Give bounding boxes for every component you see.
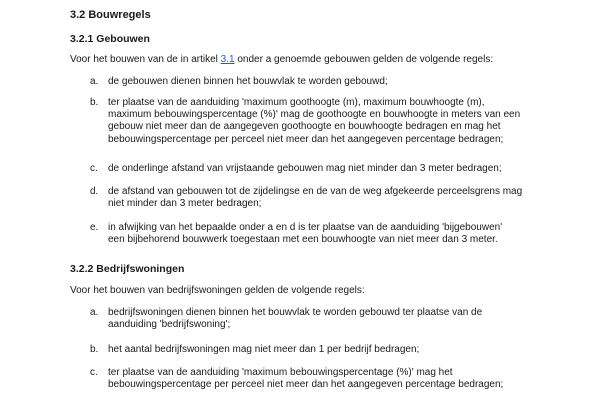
list-item-line: bebouwingspercentage per perceel niet meer dan het aangegeven percentage bedragen; xyxy=(108,379,504,391)
intro-gebouwen-after: onder a genoemde gebouwen gelden de volgende regels: xyxy=(234,54,494,65)
list-item-text xyxy=(108,163,543,175)
list-item-line: bedrijfswoningen dienen binnen het bouwvlak te worden gebouwd ter plaatse van de xyxy=(108,307,483,318)
list-item-line: de afstand van gebouwen tot de zijdelingse en de van de weg afgekeerde perceelsgrens mag xyxy=(108,186,523,197)
list-item-letter: b. xyxy=(90,344,99,355)
list-item-letter: a. xyxy=(90,307,99,318)
subsection-heading-gebouwen: 3.2.1 Gebouwen xyxy=(70,33,150,45)
list-item-line: het aantal bedrijfswoningen mag niet meer dan 1 per bedrijf bedragen; xyxy=(108,344,420,355)
list-item-line: gebouw niet meer dan de aangegeven goothoogte en bouwhoogte bedragen en mag het xyxy=(108,121,501,133)
list-item-line: een bijbehorend bouwwerk toegestaan met een bouwhoogte van niet meer dan 3 meter. xyxy=(108,234,498,246)
list-item-text xyxy=(108,186,543,210)
list-item-letter: c. xyxy=(90,367,98,378)
list-item-line: ter plaatse van de aanduiding 'maximum bebouwingspercentage (%)' mag het xyxy=(108,367,453,378)
list-item-letter: a. xyxy=(90,76,99,87)
list-item-letter: d. xyxy=(90,186,99,197)
list-item-text xyxy=(108,307,543,331)
list-item-line: de gebouwen dienen binnen het bouwvlak te worden gebouwd; xyxy=(108,76,388,87)
intro-bedrijfswoningen: Voor het bouwen van bedrijfswoningen gelden de volgende regels: xyxy=(70,285,365,296)
list-item-line: in afwijking van het bepaalde onder a en d is ter plaatse van de aanduiding 'bijgebouwen' xyxy=(108,222,503,233)
list-item-text xyxy=(108,344,543,356)
list-item-line: de onderlinge afstand van vrijstaande gebouwen mag niet minder dan 3 meter bedragen; xyxy=(108,163,502,174)
list-item-line: ter plaatse van de aanduiding 'maximum goothoogte (m), maximum bouwhoogte (m), xyxy=(108,97,485,108)
intro-gebouwen-before: Voor het bouwen van de in artikel xyxy=(70,54,221,65)
article-reference-link[interactable]: 3.1 xyxy=(220,54,235,65)
list-item-letter: e. xyxy=(90,222,99,233)
list-item-text xyxy=(108,97,543,146)
list-item-line: bebouwingspercentage per perceel niet meer dan het aangegeven percentage bedragen; xyxy=(108,133,504,145)
list-item-text xyxy=(108,76,543,88)
list-item-line: niet minder dan 3 meter bedragen; xyxy=(108,198,262,210)
list-item-text xyxy=(108,367,543,391)
intro-gebouwen xyxy=(70,54,493,66)
section-heading: 3.2 Bouwregels xyxy=(70,9,151,21)
list-item-line: aanduiding 'bedrijfswoning'; xyxy=(108,319,231,331)
list-item-line: maximum bebouwingspercentage (%)' mag de goothoogte en bouwhoogte in meters van een xyxy=(108,109,521,121)
list-item-text xyxy=(108,222,543,246)
list-item-letter: c. xyxy=(90,163,98,174)
list-item-letter: b. xyxy=(90,97,99,108)
subsection-heading-bedrijfswoningen: 3.2.2 Bedrijfswoningen xyxy=(70,263,185,275)
